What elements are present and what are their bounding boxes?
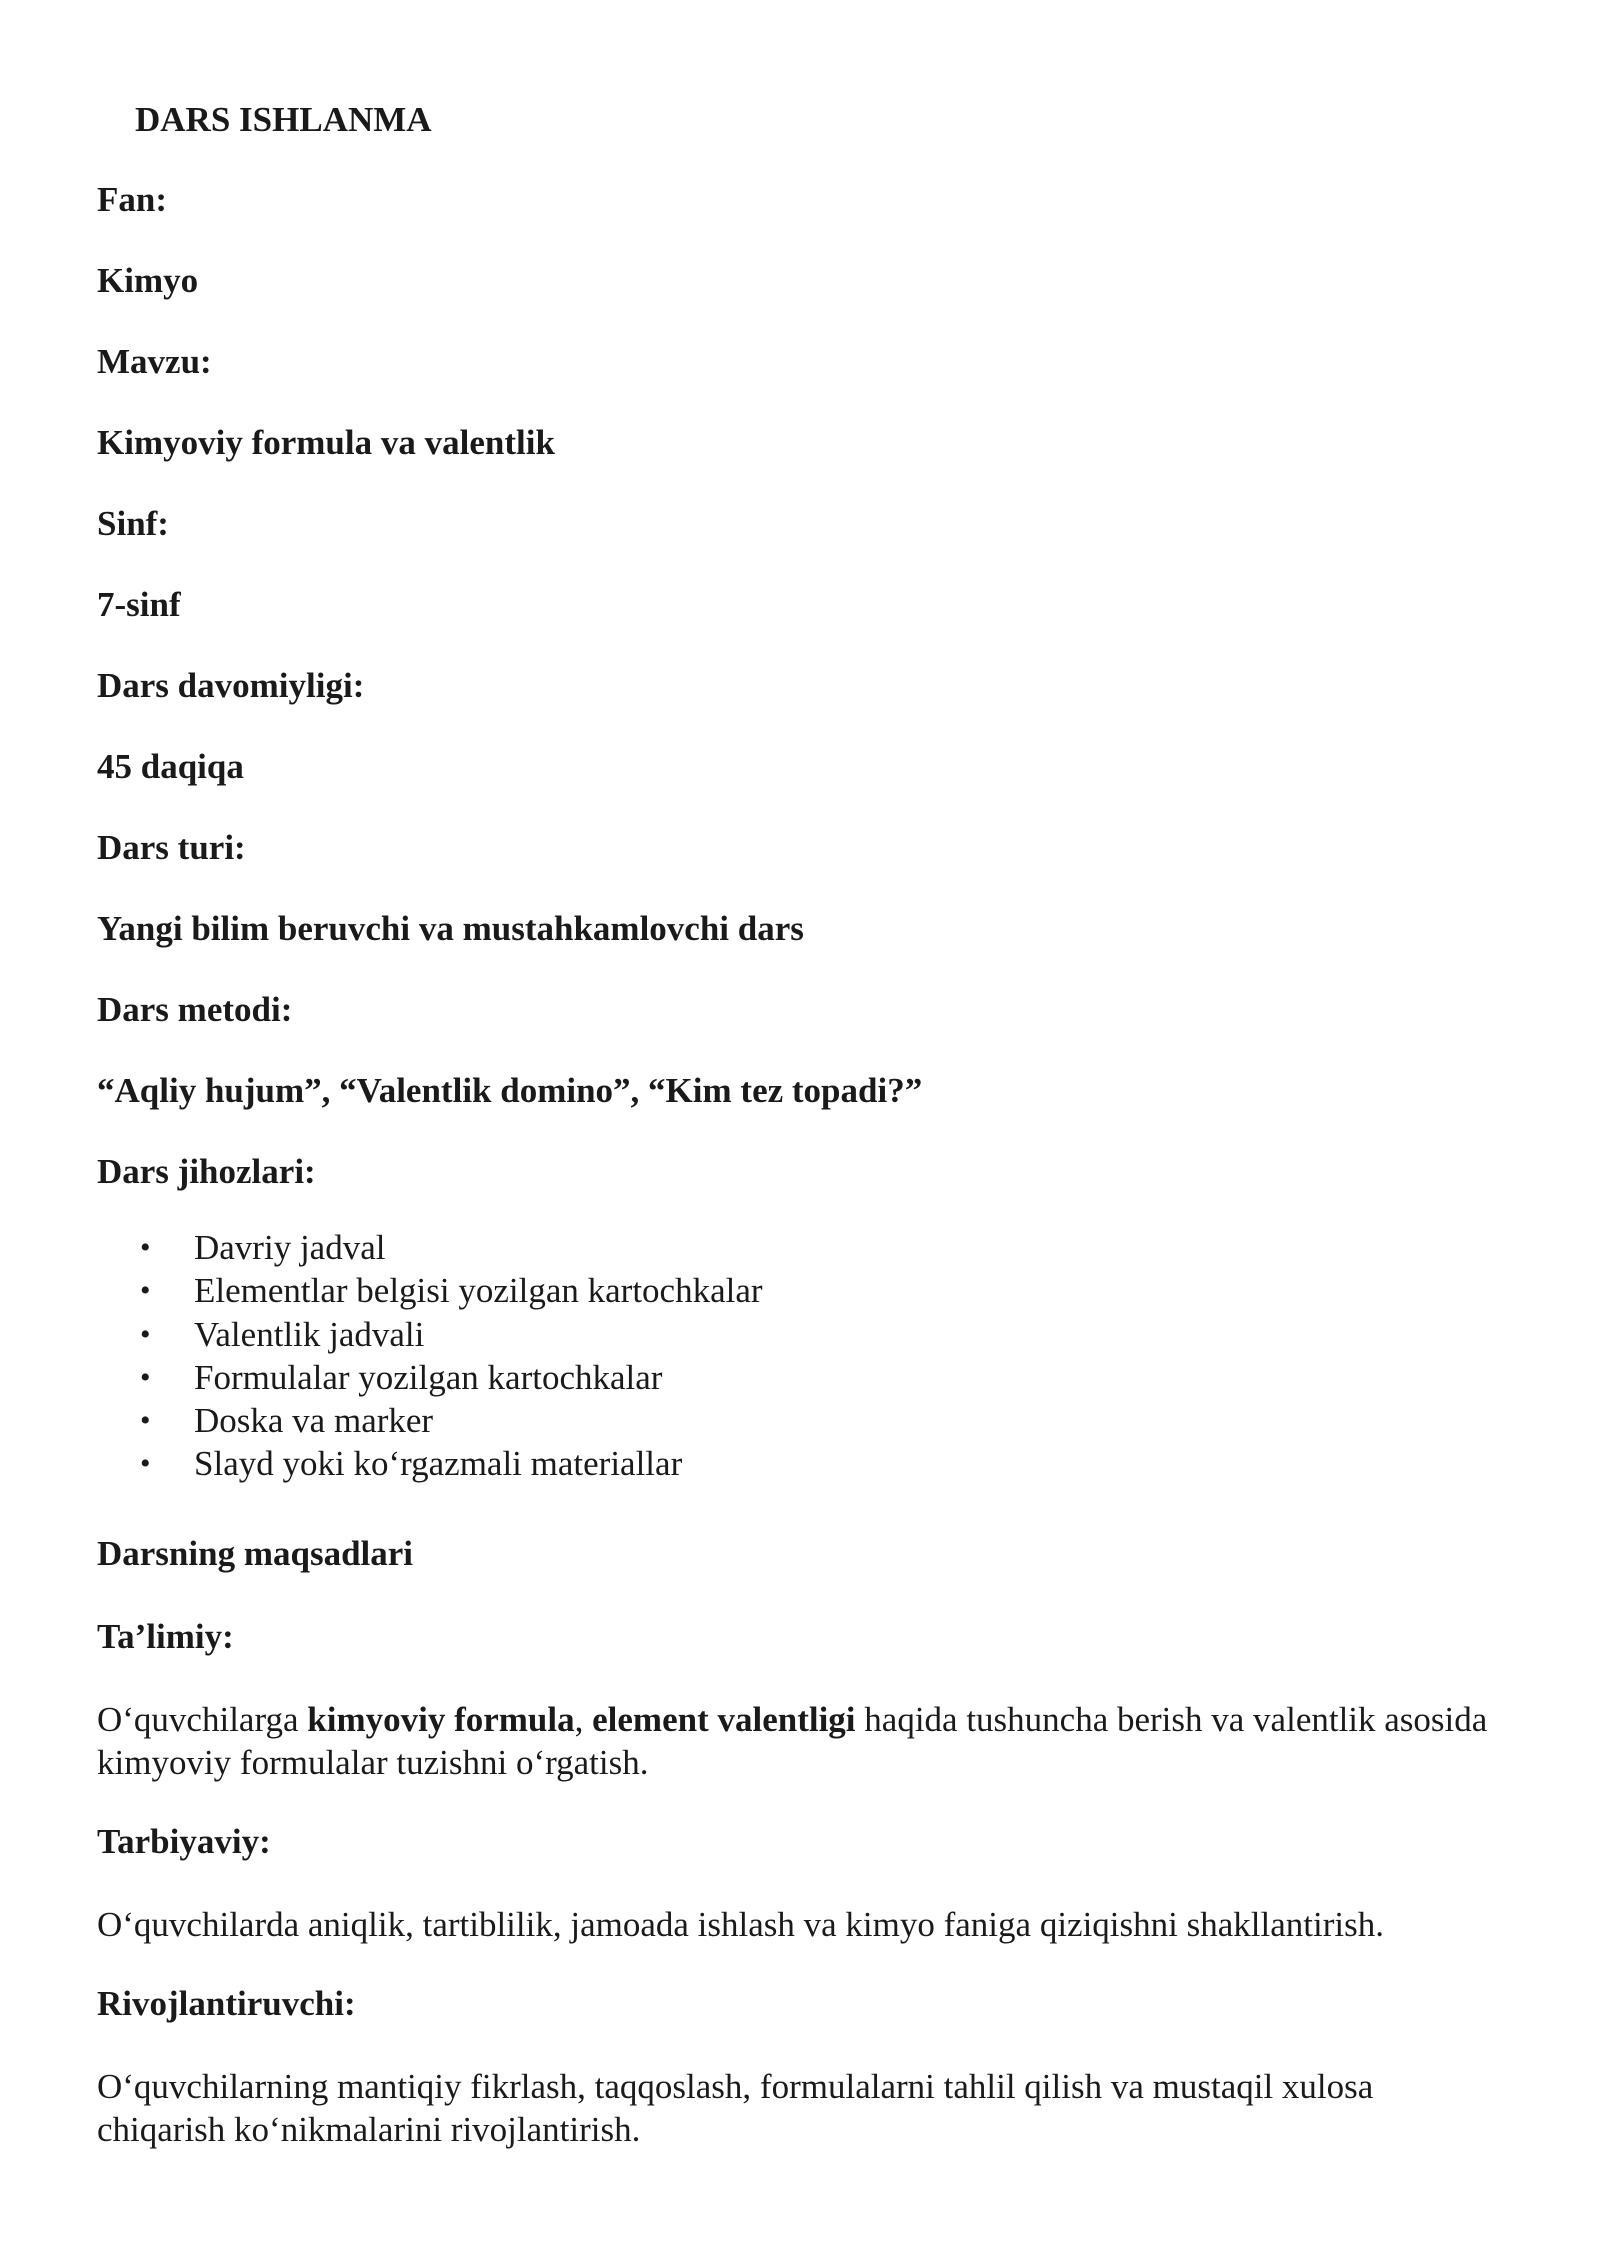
equipment-label: Dars jihozlari: [97, 1152, 316, 1191]
list-item-text: Slayd yoki ko‘rgazmali materiallar [194, 1444, 683, 1484]
bullet-icon: • [140, 1404, 151, 1438]
text-run: , [574, 1700, 593, 1739]
goals-heading [97, 1534, 413, 1574]
list-item-text: Formulalar yozilgan kartochkalar [194, 1357, 663, 1397]
field-label-dars-metodi: Dars metodi: [97, 990, 293, 1029]
list-item [97, 1356, 763, 1399]
equipment-list [97, 1226, 763, 1486]
goals-heading-text: Darsning maqsadlari [97, 1534, 414, 1573]
field-value-dars-turi: Yangi bilim beruvchi va mustahkamlovchi dars [97, 909, 804, 948]
field-label-sinf: Sinf: [97, 504, 169, 543]
bullet-icon: • [140, 1317, 151, 1351]
list-item [97, 1399, 763, 1442]
goal-label-rivojlantiruvchi: Rivojlantiruvchi: [97, 1984, 356, 2023]
list-item-text: Elementlar belgisi yozilgan kartochkalar [194, 1271, 763, 1311]
bullet-icon: • [140, 1231, 151, 1264]
list-item [97, 1313, 763, 1356]
goal-text-rivojlantiruvchi: O‘quvchilarning mantiqiy fikrlash, taqqoslash, formulalarni tahlil qilish va mustaqil xulosa chiqarish ko‘nikmalarini rivojlantirish. [97, 2067, 1374, 2149]
bold-term: kimyoviy formula [307, 1700, 575, 1739]
field-value-fan: Kimyo [97, 261, 199, 300]
field-value-mavzu: Kimyoviy formula va valentlik [97, 423, 555, 462]
bullet-icon: • [140, 1360, 151, 1394]
list-item [97, 1269, 763, 1312]
goal-text-talimiy [97, 1698, 1497, 1784]
field-label-dars-turi: Dars turi: [97, 828, 246, 867]
goal-label-tarbiyaviy: Tarbiyaviy: [97, 1822, 271, 1861]
list-item-text: Valentlik jadvali [194, 1314, 425, 1354]
bullet-icon: • [140, 1447, 151, 1481]
list-item [97, 1226, 763, 1269]
field-value-dars-metodi: “Aqliy hujum”, “Valentlik domino”, “Kim tez topadi?” [97, 1071, 923, 1110]
field-value-sinf: 7-sinf [97, 585, 181, 624]
bullet-icon: • [140, 1274, 151, 1308]
field-label-fan: Fan: [97, 180, 167, 219]
text-run: haqida tushuncha berish va valentlik asosida kimyoviy formulalar tuzishni o‘rgatish. [97, 1700, 1488, 1782]
field-value-dars-davomiyligi: 45 daqiqa [97, 747, 244, 786]
goal-label-talimiy: Ta’limiy: [97, 1617, 234, 1656]
list-item-text: Davriy jadval [194, 1228, 386, 1267]
list-item [97, 1442, 763, 1485]
text-run: O‘quvchilarga [97, 1700, 308, 1739]
document-title: DARS ISHLANMA [135, 100, 432, 139]
bold-term: element valentligi [592, 1700, 856, 1739]
list-item-text: Doska va marker [194, 1401, 434, 1441]
goal-text-tarbiyaviy: O‘quvchilarda aniqlik, tartiblilik, jamoada ishlash va kimyo faniga qiziqishni shakllantirish. [97, 1905, 1384, 1944]
field-label-dars-davomiyligi: Dars davomiyligi: [97, 666, 365, 705]
field-label-mavzu: Mavzu: [97, 342, 212, 381]
